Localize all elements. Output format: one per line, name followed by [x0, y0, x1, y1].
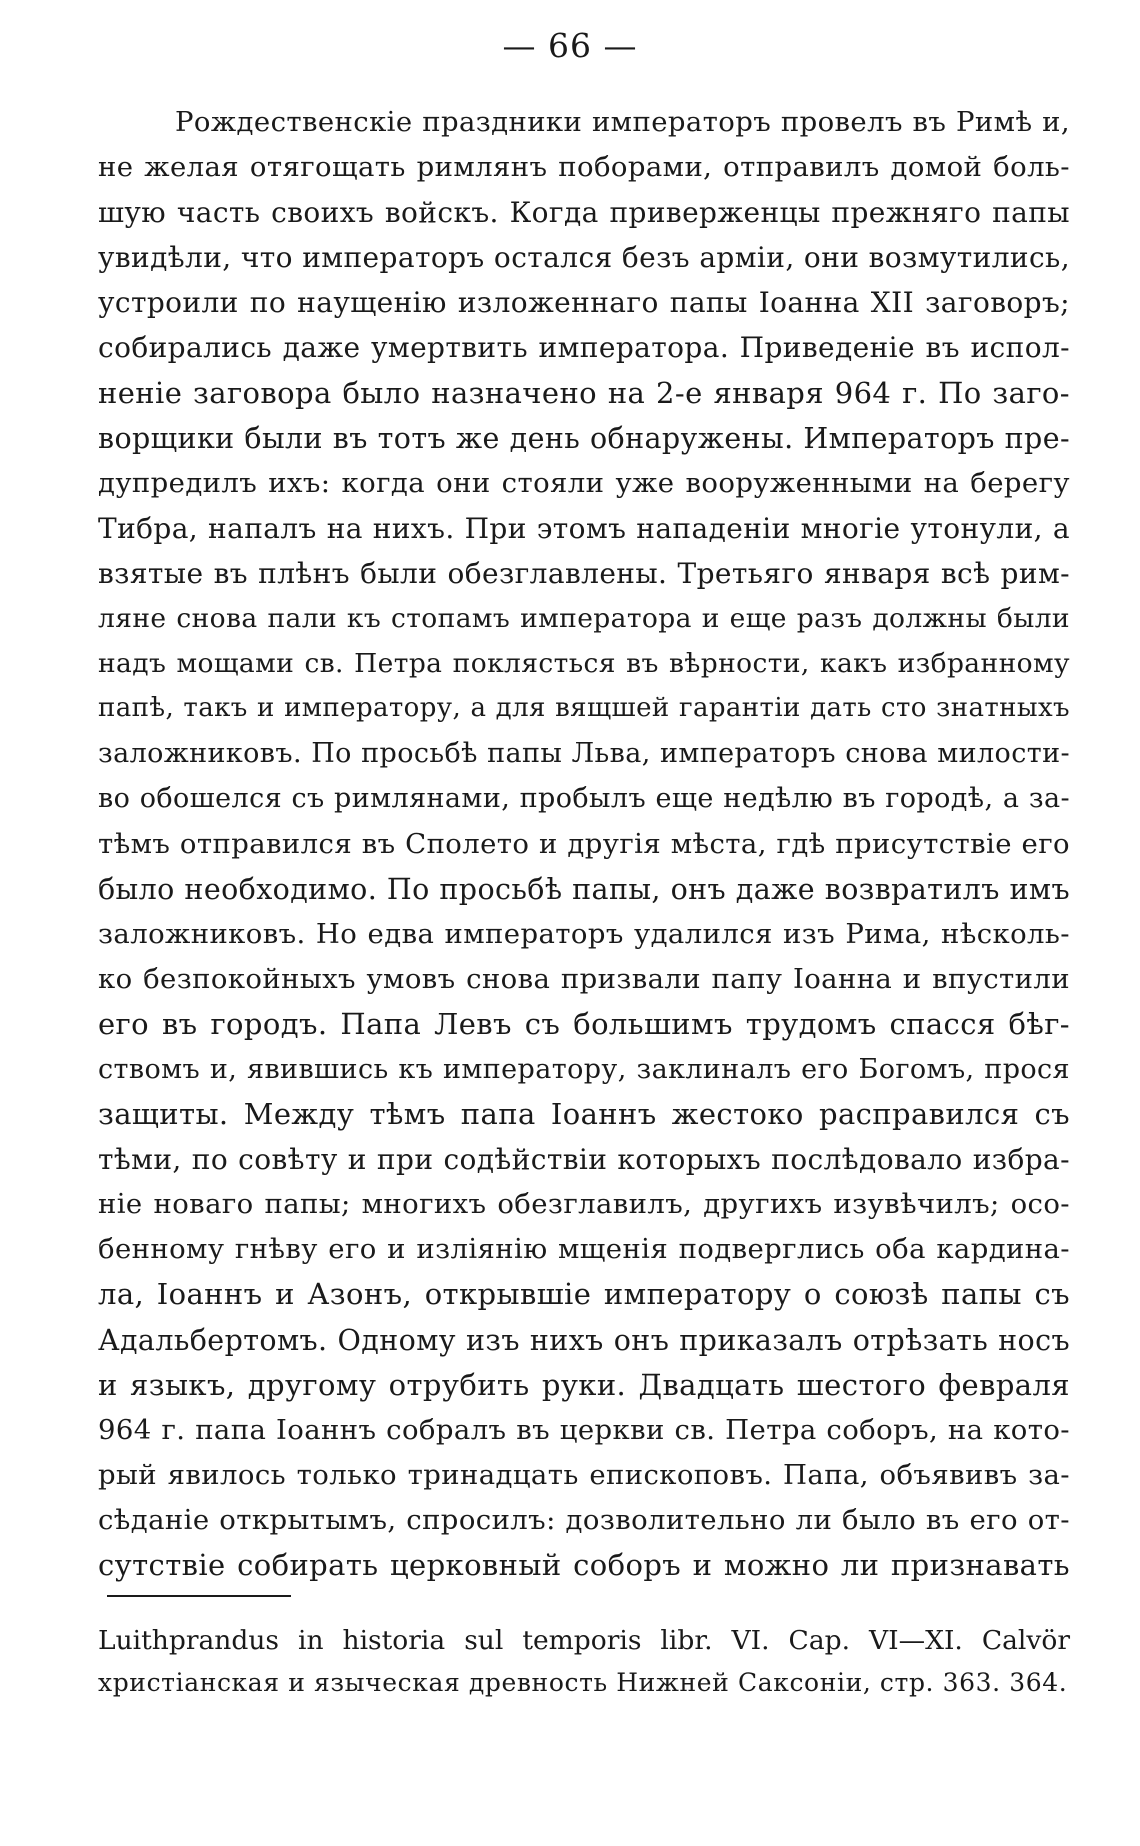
text-line: дупредилъ ихъ: когда они стояли уже вооруженными на берегу [98, 466, 1070, 499]
text-line: 964 г. папа Іоаннъ собралъ въ церкви св. Петра соборъ, на кото- [98, 1413, 1070, 1446]
text-line: тѣми, по совѣту и при содѣйствіи которыхъ послѣдовало избра- [98, 1143, 1070, 1177]
text-line: ко безпокойныхъ умовъ снова призвали папу Іоанна и впустили [98, 962, 1070, 995]
text-line: ніе новаго папы; многихъ обезглавилъ, другихъ изувѣчилъ; осо- [98, 1188, 1070, 1221]
footnotes [98, 1620, 1070, 1704]
text-line: не желая отягощать римлянъ поборами, отправилъ домой боль- [98, 151, 1070, 184]
text-line: было необходимо. По просьбѣ папы, онъ даже возвратилъ имъ [98, 872, 1070, 906]
text-line: Тибра, напалъ на нихъ. При этомъ нападеніи многіе утонули, а [98, 511, 1070, 545]
text-line: сѣданіе открытымъ, спросилъ: дозволительно ли было въ его от- [98, 1503, 1070, 1536]
text-line: шую часть своихъ войскъ. Когда приверженцы прежняго папы [98, 196, 1070, 230]
text-line: увидѣли, что императоръ остался безъ арміи, они возмутились, [98, 241, 1070, 275]
text-line: заложниковъ. Но едва императоръ удалился изъ Рима, нѣсколь- [98, 917, 1070, 950]
text-line: неніе заговора было назначено на 2-е января 964 г. По заго- [98, 375, 1070, 410]
page-number: — 66 — [502, 26, 638, 65]
text-line: тѣмъ отправился въ Сполето и другія мѣста, гдѣ присутствіе его [98, 827, 1070, 860]
text-line: защиты. Между тѣмъ папа Іоаннъ жестоко расправился съ [98, 1097, 1070, 1132]
text-line: сутствіе собирать церковный соборъ и можно ли признавать [98, 1548, 1070, 1582]
text-line: ла, Іоаннъ и Азонъ, открывшіе императору о союзѣ папы съ [98, 1277, 1070, 1312]
text-line: и языкъ, другому отрубить руки. Двадцать шестого февраля [98, 1367, 1070, 1402]
text-line: папѣ, такъ и императору, а для вящшей гарантіи дать сто знатныхъ [98, 693, 1070, 724]
text-line: его въ городъ. Папа Левъ съ большимъ трудомъ спасся бѣг- [98, 1006, 1070, 1041]
text-line: во обошелся съ римлянами, пробылъ еще недѣлю въ городѣ, а за- [98, 783, 1070, 815]
text-line: Рождественскіе праздники императоръ провелъ въ Римѣ и, [175, 106, 1070, 138]
text-line: ляне снова пали къ стопамъ императора и еще разъ должны были [98, 603, 1070, 635]
text-line: собирались даже умертвить императора. Приведеніе въ испол- [98, 331, 1070, 365]
text-line: рый явилось только тринадцать епископовъ. Папа, объявивъ за- [98, 1458, 1070, 1491]
body-text [98, 100, 1070, 1588]
text-line: взятые въ плѣнъ были обезглавлены. Третьяго января всѣ рим- [98, 556, 1070, 590]
text-line: ворщики были въ тотъ же день обнаружены. Императоръ пре- [98, 421, 1070, 455]
text-line: Адальбертомъ. Одному изъ нихъ онъ приказалъ отрѣзать носъ [98, 1323, 1070, 1357]
text-line: устроили по наущенію изложеннаго папы Іоанна XII заговоръ; [98, 286, 1070, 320]
text-line: бенному гнѣву его и изліянію мщенія подверглись оба кардина- [98, 1233, 1070, 1266]
text-line: заложниковъ. По просьбѣ папы Льва, императоръ снова милости- [98, 738, 1070, 770]
text-line: надъ мощами св. Петра поклясться въ вѣрности, какъ избранному [98, 648, 1070, 680]
footnote-line: Luithprandus in historia sul temporis libr. VI. Cap. VI—XI. Calvör [98, 1625, 1070, 1656]
footnote-line: христіанская и языческая древность Нижней Саксоніи, стр. 363. 364. [98, 1668, 1068, 1697]
footnote-divider [107, 1595, 291, 1597]
text-line: ствомъ и, явившись къ императору, заклиналъ его Богомъ, прося [98, 1053, 1070, 1085]
